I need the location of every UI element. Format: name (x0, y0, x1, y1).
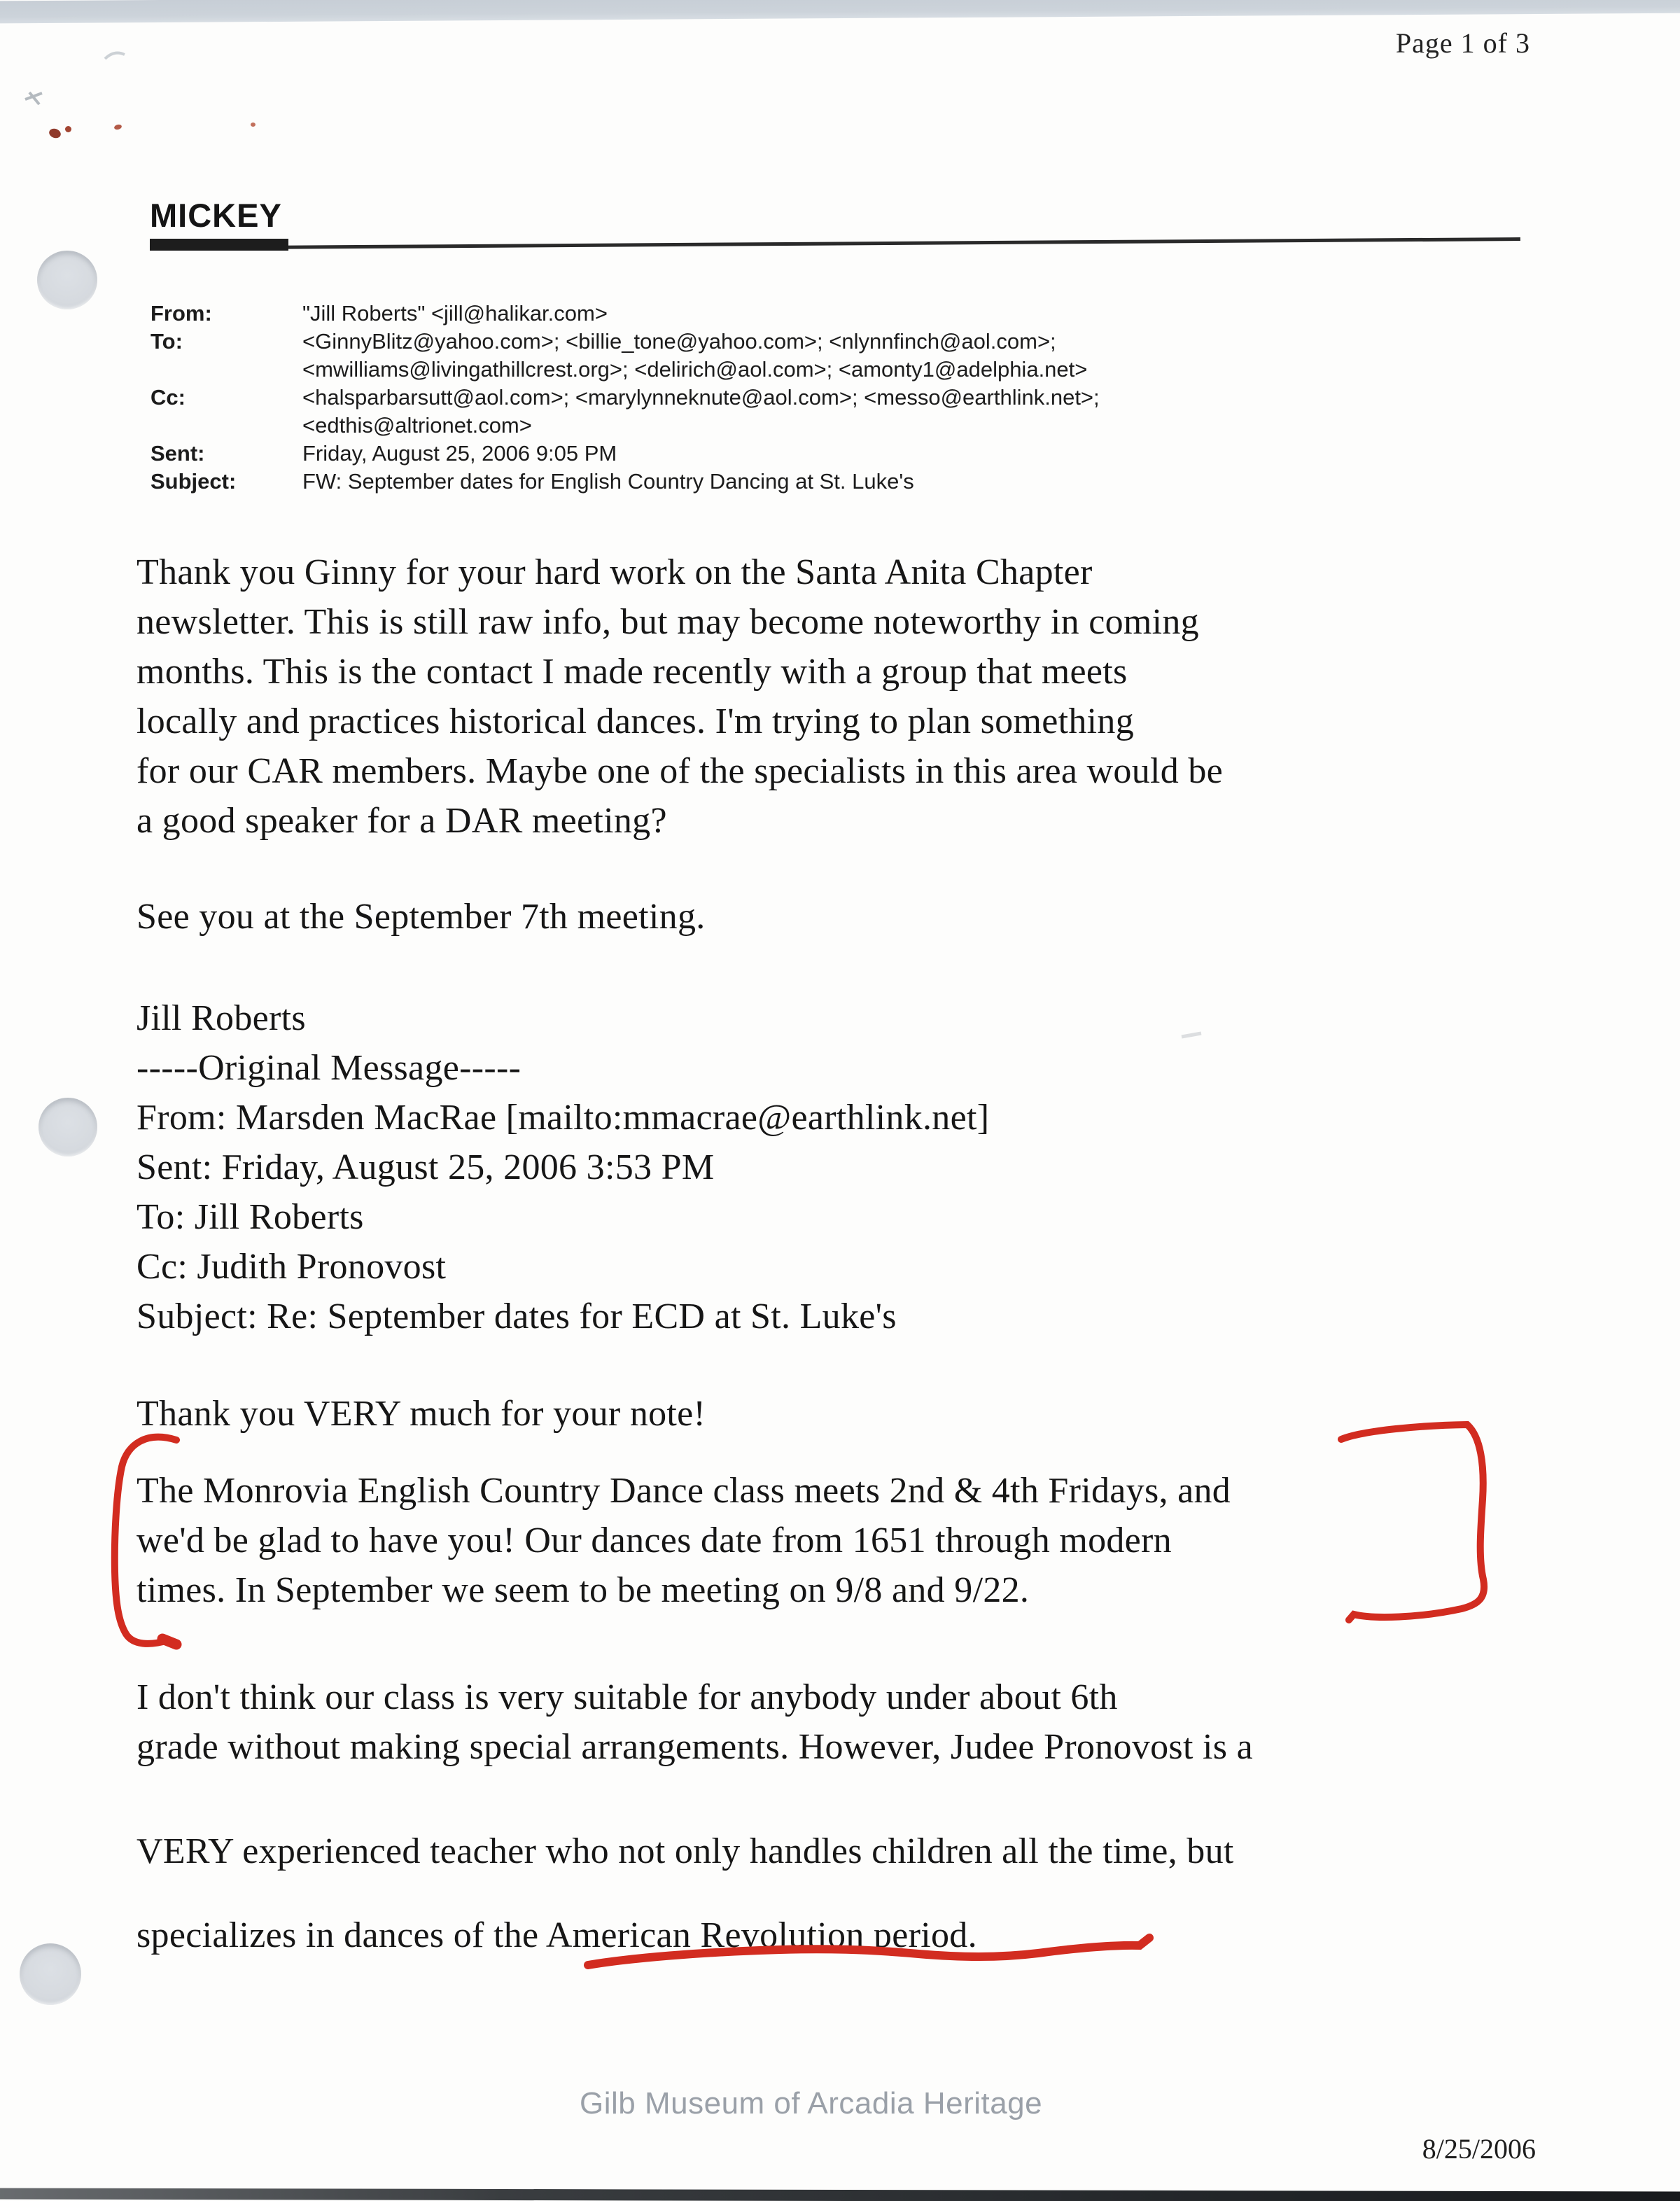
scan-speck (113, 124, 122, 131)
pencil-scratch (1182, 1033, 1201, 1037)
header-row-sent (150, 440, 1100, 468)
footer-date: 8/25/2006 (1422, 2133, 1536, 2165)
body-line: a good speaker for a DAR meeting? (136, 801, 667, 841)
field-value: FW: September dates for English Country Dancing at St. Luke's (302, 469, 914, 494)
field-value: <edthis@altrionet.com> (302, 413, 532, 438)
recipient-name-heading: MICKEY (150, 197, 282, 234)
page-number: Page 1 of 3 (1395, 27, 1530, 59)
field-value: <halsparbarsutt@aol.com>; <marylynneknute@aol.com>; <messo@earthlink.net>; (302, 385, 1100, 410)
paragraph-thanks (136, 1389, 706, 1439)
quoted-email-header (136, 1093, 989, 1341)
field-label: From: (150, 301, 212, 326)
body-line: for our CAR members. Maybe one of the specialists in this area would be (136, 751, 1224, 791)
header-row-to (150, 328, 1100, 356)
hole-punch (38, 1098, 97, 1157)
field-value: Friday, August 25, 2006 9:05 PM (302, 441, 617, 466)
body-line: See you at the September 7th meeting. (136, 897, 706, 937)
museum-watermark: Gilb Museum of Arcadia Heritage (580, 2086, 1043, 2120)
pencil-scratch (105, 53, 125, 59)
field-value: <GinnyBlitz@yahoo.com>; <billie_tone@yahoo.com>; <nlynnfinch@aol.com>; (302, 329, 1056, 354)
signature (136, 993, 306, 1043)
paragraph-suitability (136, 1672, 1253, 1772)
paragraph-intro (136, 547, 1223, 846)
field-value: "Jill Roberts" <jill@halikar.com> (302, 301, 608, 326)
header-row-to-cont (150, 356, 1100, 384)
original-message-divider (136, 1043, 521, 1093)
field-value: <mwilliams@livingathillcrest.org>; <delirich@aol.com>; <amonty1@adelphia.net> (302, 357, 1088, 382)
header-row-cc-cont (150, 412, 1100, 440)
body-line: Thank you VERY much for your note! (136, 1394, 706, 1434)
field-label (150, 412, 302, 440)
paragraph-monrovia-bracketed (136, 1466, 1231, 1615)
scan-speck (251, 123, 255, 127)
body-line: I don't think our class is very suitable for anybody under about 6th (136, 1677, 1118, 1717)
body-line: The Monrovia English Country Dance class meets 2nd & 4th Fridays, and (136, 1471, 1231, 1511)
header-row-subject (150, 468, 1100, 496)
red-right-bracket-annotation (1341, 1425, 1484, 1620)
body-line: months. This is the contact I made recently with a group that meets (136, 652, 1128, 692)
body-line: Thank you Ginny for your hard work on the Santa Anita Chapter (136, 552, 1093, 592)
field-label: To: (150, 329, 183, 354)
body-line: Jill Roberts (136, 998, 306, 1038)
hole-punch (37, 251, 97, 309)
body-line: specializes in dances of the American Revolution period. (136, 1915, 977, 1955)
body-line: we'd be glad to have you! Our dances date from 1651 through modern (136, 1521, 1172, 1560)
pencil-scratch (25, 92, 42, 104)
scanner-edge-top (0, 0, 1680, 24)
field-label: Sent: (150, 441, 205, 466)
body-line: newsletter. This is still raw info, but may become noteworthy in coming (136, 602, 1199, 642)
paragraph-see-you (136, 892, 706, 942)
body-line: locally and practices historical dances. I'm trying to plan something (136, 701, 1135, 741)
body-line: Cc: Judith Pronovost (136, 1247, 447, 1287)
body-line: grade without making special arrangements. However, Judee Pronovost is a (136, 1727, 1253, 1767)
hole-punch (20, 1943, 81, 2005)
body-line: From: Marsden MacRae [mailto:mmacrae@earthlink.net] (136, 1098, 990, 1138)
paragraph-specializes (136, 1910, 977, 1960)
body-line: Subject: Re: September dates for ECD at St. Luke's (136, 1297, 897, 1336)
heading-rule-thick (150, 239, 288, 251)
scan-speck (48, 127, 62, 139)
body-line: times. In September we seem to be meeting on 9/8 and 9/22. (136, 1570, 1030, 1610)
scan-speck (65, 126, 71, 132)
paragraph-very-experienced (136, 1826, 1234, 1876)
email-header-block (150, 300, 1100, 496)
scanner-edge-bottom (0, 2188, 1680, 2201)
body-line: -----Original Message----- (136, 1048, 522, 1088)
header-row-from (150, 300, 1100, 328)
heading-rule-thin (150, 237, 1520, 250)
body-line: To: Jill Roberts (136, 1197, 364, 1237)
field-label (150, 356, 302, 384)
body-line: Sent: Friday, August 25, 2006 3:53 PM (136, 1147, 715, 1187)
body-line: VERY experienced teacher who not only handles children all the time, but (136, 1831, 1234, 1871)
red-left-bracket-foot (162, 1639, 176, 1644)
field-label: Cc: (150, 385, 186, 410)
field-label: Subject: (150, 469, 237, 494)
header-row-cc (150, 384, 1100, 412)
